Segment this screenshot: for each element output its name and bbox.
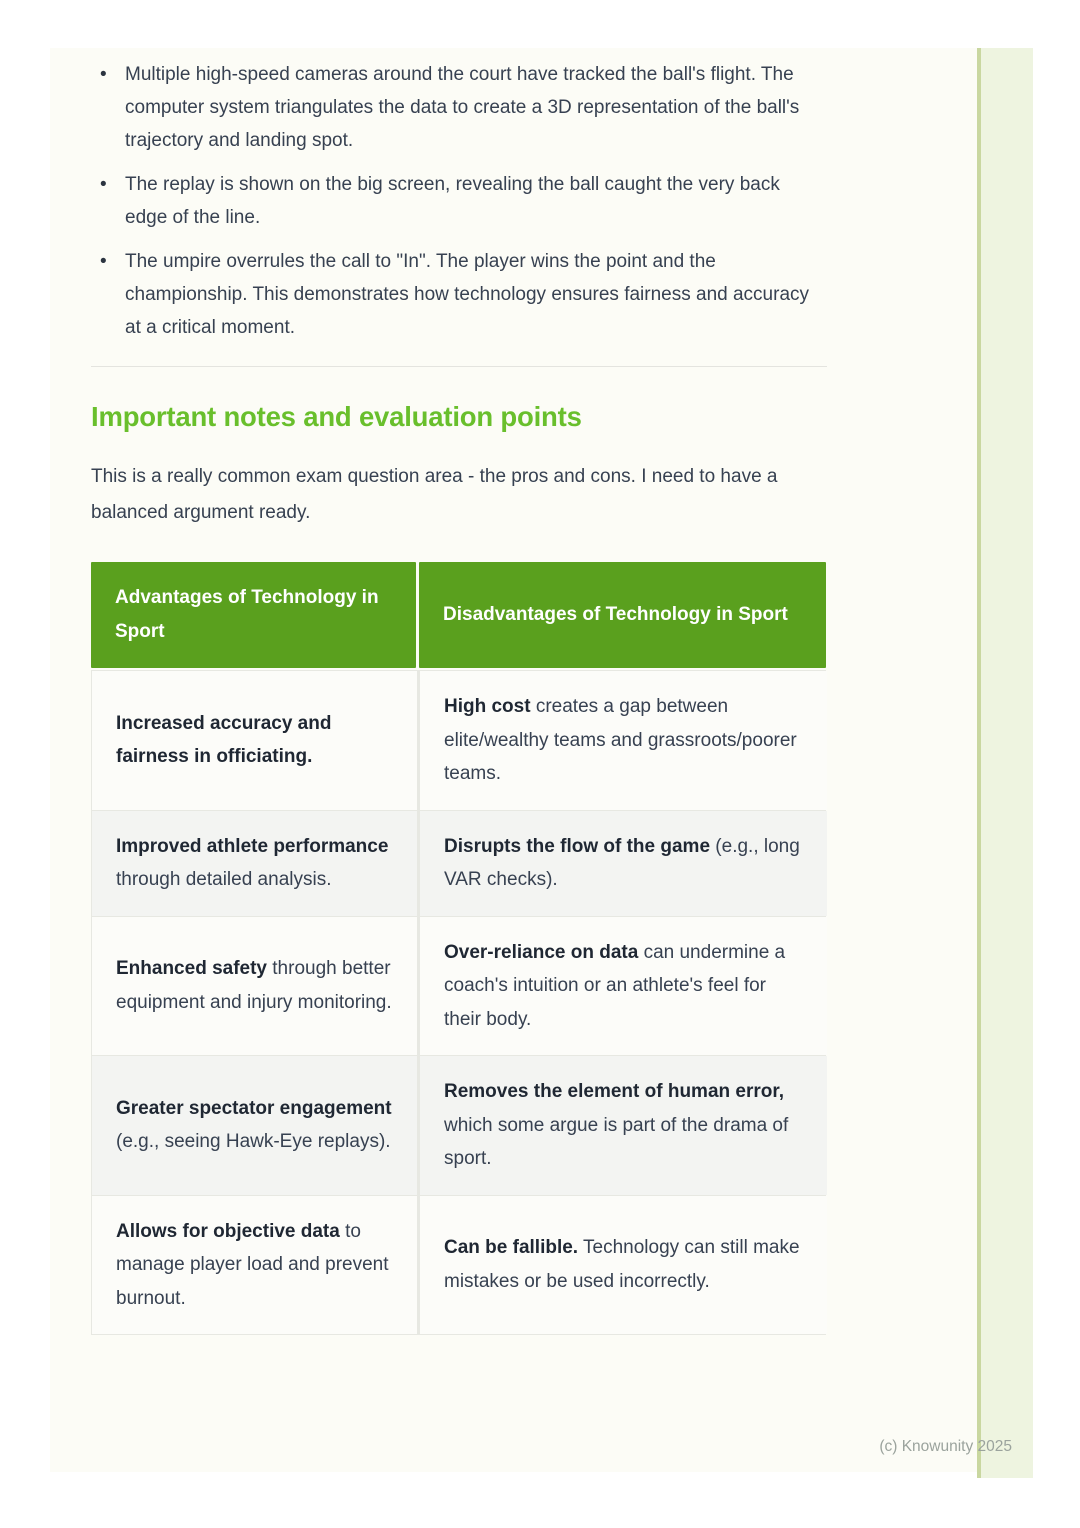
section-divider — [91, 366, 827, 367]
table-cell-disadvantage-5 — [420, 1196, 827, 1335]
bullet-item-text: The umpire overrules the call to "In". The player wins the point and the championship. This demonstrates how technology ensures fairness and accuracy at a critical moment. — [125, 251, 810, 338]
table-cell-advantage-3 — [92, 917, 417, 1056]
table-cell-disadvantage-2 — [420, 811, 827, 916]
table-cell-advantage-1 — [92, 671, 417, 810]
cell-text: Increased accuracy and fairness in officiating. — [116, 712, 332, 768]
pros-cons-table — [91, 562, 826, 1335]
table-header-row — [91, 562, 826, 668]
table-cell-disadvantage-3 — [420, 917, 827, 1056]
section-intro: This is a really common exam question area - the pros and cons. I need to have a balanced argument ready. — [91, 466, 778, 523]
cell-text: Allows for objective data to manage player load and prevent burnout. — [116, 1220, 389, 1309]
cell-text: Improved athlete performance through detailed analysis. — [116, 835, 389, 890]
copyright-footer: (c) Knowunity 2025 — [879, 1438, 1012, 1455]
cell-text: Over-reliance on data can undermine a coach's intuition or an athlete's feel for their body. — [444, 941, 786, 1030]
table-cell-disadvantage-4 — [420, 1056, 827, 1195]
cell-text: Greater spectator engagement (e.g., seeing Hawk-Eye replays). — [116, 1097, 392, 1153]
table-cell-advantage-2 — [92, 811, 417, 916]
table-cell-disadvantage-1 — [420, 671, 827, 810]
accent-strip — [977, 48, 1033, 1478]
table-header-advantages: Advantages of Technology in Sport — [91, 562, 416, 668]
bullet-item-text: The replay is shown on the big screen, revealing the ball caught the very back edge of the line. — [125, 174, 780, 228]
note-page — [50, 48, 977, 1472]
table-cell-advantage-4 — [92, 1056, 417, 1195]
bullet-item — [91, 245, 827, 344]
section-heading: Important notes and evaluation points — [91, 401, 582, 432]
table-body — [91, 670, 826, 1335]
cell-text: High cost creates a gap between elite/wealthy teams and grassroots/poorer teams. — [444, 696, 797, 784]
bullet-list — [91, 58, 827, 344]
bullet-item — [91, 58, 827, 157]
cell-text: Disrupts the flow of the game (e.g., long VAR checks). — [444, 835, 800, 890]
table-header-disadvantages: Disadvantages of Technology in Sport — [419, 562, 826, 668]
cell-text: Can be fallible. Technology can still make mistakes or be used incorrectly. — [444, 1237, 800, 1292]
table-cell-advantage-5 — [92, 1196, 417, 1335]
bullet-item — [91, 168, 827, 234]
cell-text: Enhanced safety through better equipment and injury monitoring. — [116, 958, 392, 1013]
page-content — [91, 48, 827, 1335]
bullet-item-text: Multiple high-speed cameras around the court have tracked the ball's flight. The computer system triangulates the data to create a 3D representation of the ball's trajectory and landing spot. — [125, 64, 800, 151]
cell-text: Removes the element of human error, which some argue is part of the drama of sport. — [444, 1081, 789, 1169]
